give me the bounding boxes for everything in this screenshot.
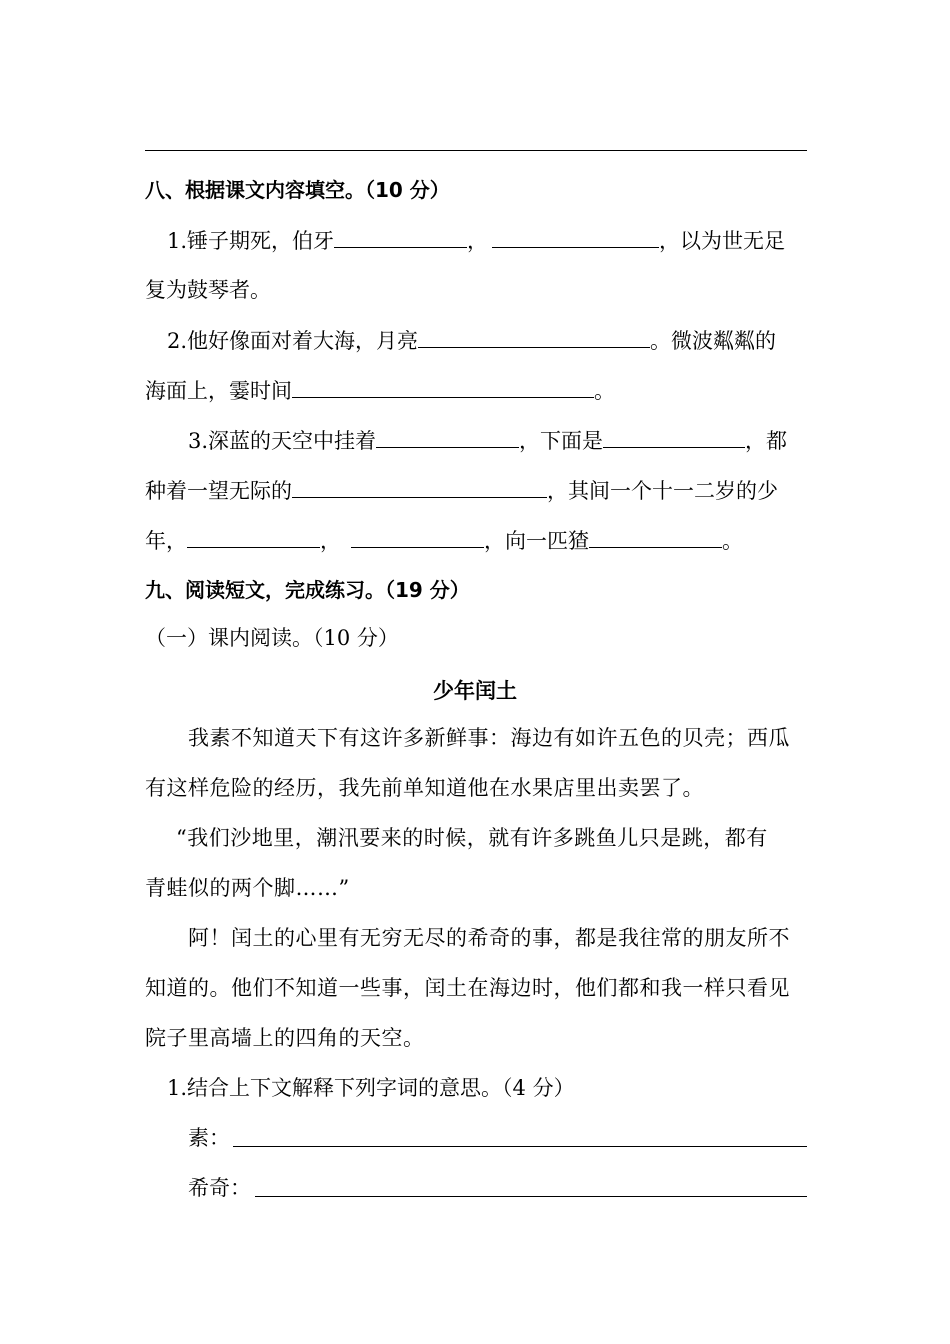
q3-text-b: ，下面是 bbox=[519, 429, 604, 453]
q3-blank-5[interactable] bbox=[351, 525, 484, 548]
passage-title: 少年闰土 bbox=[433, 679, 517, 703]
q2-text-c: 海面上，霎时间 bbox=[145, 379, 292, 403]
passage-p3-line3: 院子里高墙上的四角的天空。 bbox=[145, 1026, 425, 1050]
q3-text-c: ，都 bbox=[745, 429, 788, 453]
q1-text-a: 1.锤子期死，伯牙 bbox=[167, 229, 335, 253]
q2-end: 。 bbox=[594, 379, 615, 403]
q3-blank-1[interactable] bbox=[376, 425, 519, 448]
passage-p2-line1: “我们沙地里，潮汛要来的时候，就有许多跳鱼儿只是跳，都有 bbox=[176, 826, 768, 850]
word1-label: 素： bbox=[188, 1126, 230, 1150]
q2-text-a: 2.他好像面对着大海，月亮 bbox=[167, 329, 419, 353]
q3-text-e: ，其间一个十一二岁的少 bbox=[547, 479, 778, 503]
q1-sep: ， bbox=[467, 229, 489, 253]
q3-text-h: ，向一匹猹 bbox=[484, 529, 589, 553]
passage-p2-line2: 青蛙似的两个脚……” bbox=[145, 876, 350, 900]
q3-blank-2[interactable] bbox=[603, 425, 745, 448]
header-rule bbox=[145, 150, 807, 151]
q1-line2: 复为鼓琴者。 bbox=[145, 278, 271, 302]
q3-line2 bbox=[145, 475, 778, 506]
passage-p3-line2: 知道的。他们不知道一些事，闰土在海边时，他们都和我一样只看见 bbox=[145, 976, 790, 1000]
q3-blank-3[interactable] bbox=[292, 475, 547, 498]
q1-blank-2[interactable] bbox=[492, 225, 659, 248]
q3-line1 bbox=[188, 425, 787, 456]
passage-p3-line1: 阿！闰土的心里有无穷无尽的希奇的事，都是我往常的朋友所不 bbox=[188, 926, 790, 950]
q3-text-d: 种着一望无际的 bbox=[145, 479, 292, 503]
q2-line2 bbox=[145, 375, 615, 406]
q2-blank-1[interactable] bbox=[418, 325, 650, 348]
q3-blank-4[interactable] bbox=[187, 525, 320, 548]
passage-p1-line2: 有这样危险的经历，我先前单知道他在水果店里出卖罢了。 bbox=[145, 776, 704, 800]
word1-answer-line[interactable] bbox=[233, 1146, 807, 1147]
q3-line3 bbox=[145, 525, 743, 556]
word2-answer-line[interactable] bbox=[255, 1196, 807, 1197]
section9-heading: 九、阅读短文，完成练习。（19 分） bbox=[145, 578, 470, 602]
q3-blank-6[interactable] bbox=[589, 525, 722, 548]
passage-p1-line1: 我素不知道天下有这许多新鲜事：海边有如许五色的贝壳；西瓜 bbox=[188, 726, 790, 750]
q3-text-g: ， bbox=[320, 529, 341, 553]
q3-text-a: 3.深蓝的天空中挂着 bbox=[188, 429, 377, 453]
section8-heading: 八、根据课文内容填空。（10 分） bbox=[145, 178, 450, 202]
q2-line1 bbox=[167, 325, 776, 356]
section9-sub: （一）课内阅读。（10 分） bbox=[145, 626, 399, 650]
word2-label: 希奇： bbox=[188, 1176, 251, 1200]
q3-text-f: 年， bbox=[145, 529, 187, 553]
q2-text-b: 。微波粼粼的 bbox=[650, 329, 777, 353]
reading-q1: 1.结合上下文解释下列字词的意思。（4 分） bbox=[167, 1076, 575, 1100]
q3-end: 。 bbox=[722, 529, 743, 553]
q1-line1 bbox=[167, 225, 785, 256]
q1-text-b: ，以为世无足 bbox=[659, 229, 786, 253]
q1-blank-1[interactable] bbox=[334, 225, 467, 248]
q2-blank-2[interactable] bbox=[292, 375, 594, 398]
